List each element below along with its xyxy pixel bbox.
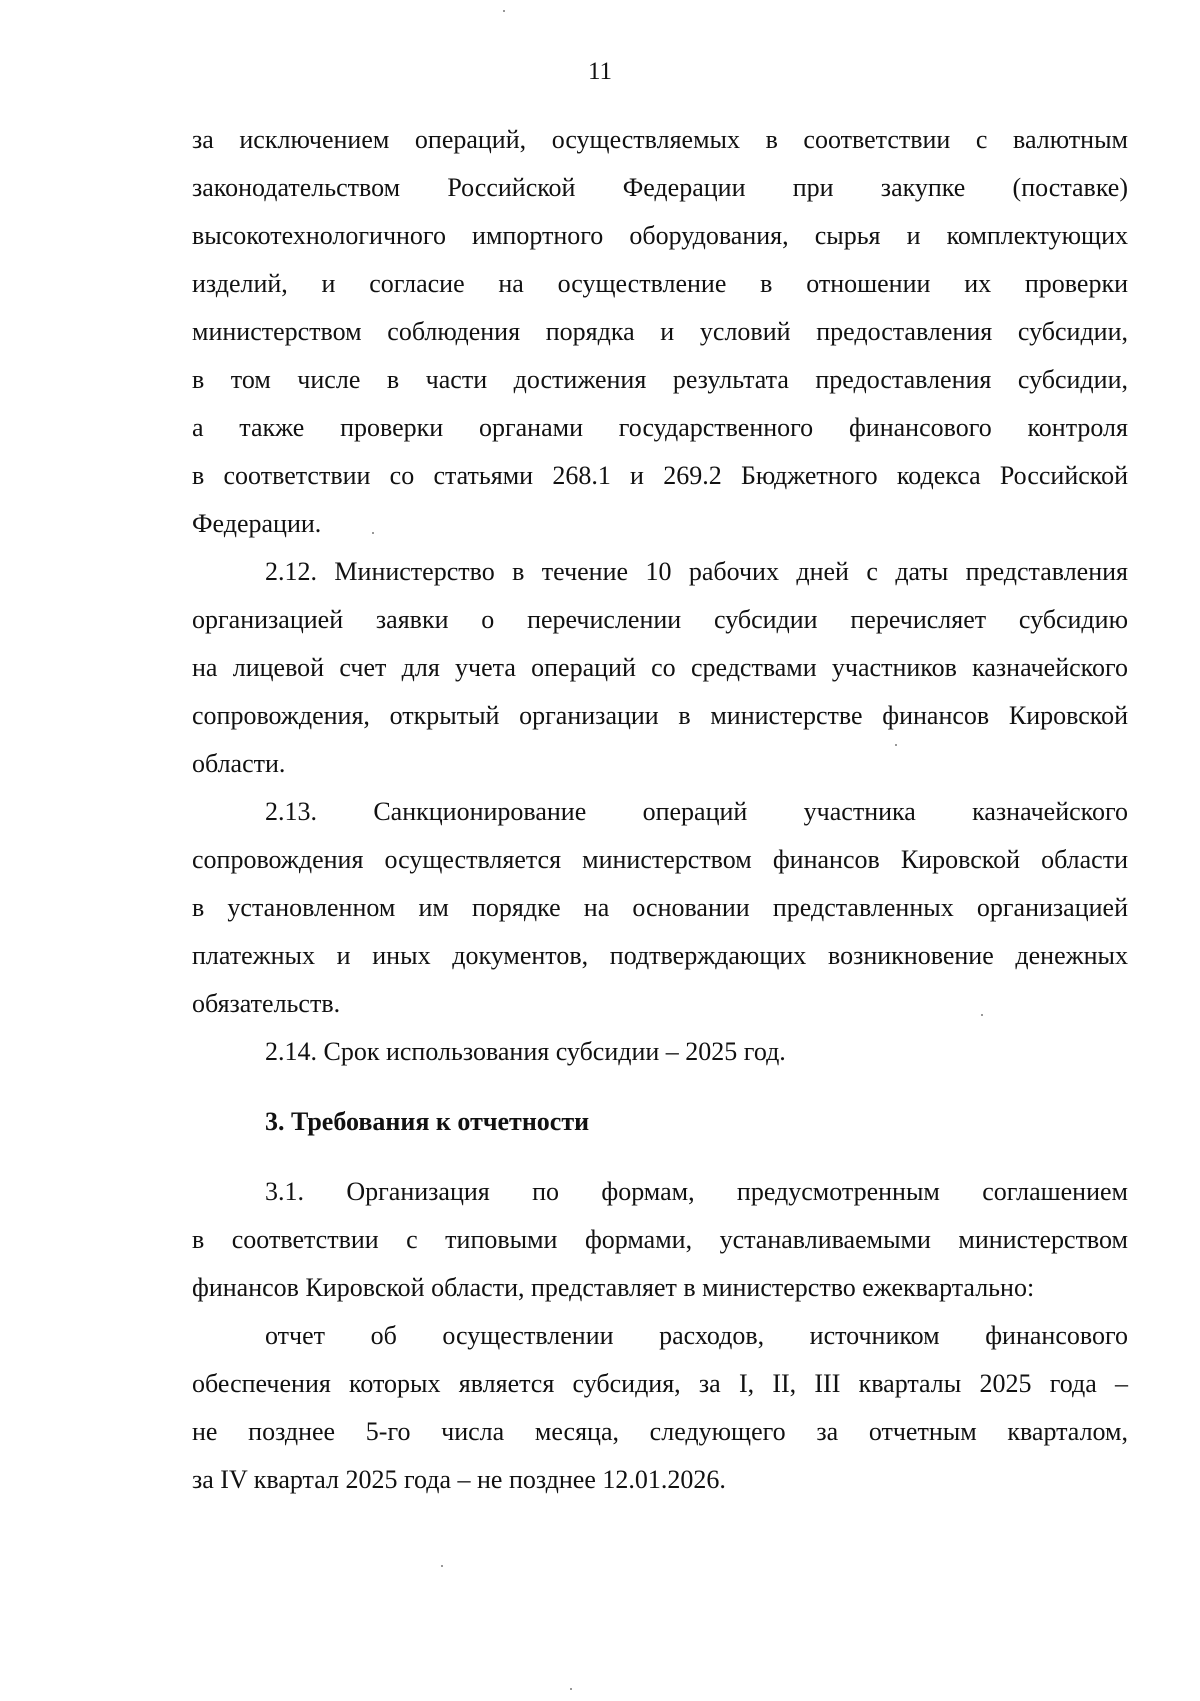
text-line: на лицевой счет для учета операций со средствами участников казначейского — [192, 653, 1128, 682]
text-line: обязательств. — [192, 989, 341, 1018]
text-line: законодательством Российской Федерации при закупке (поставке) — [192, 173, 1128, 202]
scan-speck — [503, 10, 505, 12]
text-line: в установленном им порядке на основании представленных организацией — [192, 893, 1128, 922]
text-line: не позднее 5-го числа месяца, следующего за отчетным кварталом, — [192, 1417, 1128, 1446]
text-line: в том числе в части достижения результата предоставления субсидии, — [192, 365, 1128, 394]
text-line: Федерации. — [192, 509, 322, 538]
scan-speck — [570, 1688, 572, 1690]
paragraph-2-13 — [192, 788, 1128, 1028]
text-line: сопровождения осуществляется министерством финансов Кировской области — [192, 845, 1128, 874]
scan-speck — [895, 744, 897, 746]
text-line: сопровождения, открытый организации в министерстве финансов Кировской — [192, 701, 1128, 730]
page-number: 11 — [587, 58, 613, 85]
text-line: высокотехнологичного импортного оборудования, сырья и комплектующих — [192, 221, 1128, 250]
paragraph-report — [192, 1312, 1128, 1504]
paragraph-2-12 — [192, 548, 1128, 788]
scan-speck — [441, 1565, 443, 1567]
text-line: министерством соблюдения порядка и условий предоставления субсидии, — [192, 317, 1128, 346]
text-line: области. — [192, 749, 286, 778]
scan-speck — [981, 1014, 983, 1016]
text-line: изделий, и согласие на осуществление в отношении их проверки — [192, 269, 1128, 298]
text-line: за IV квартал 2025 года – не позднее 12.01.2026. — [192, 1465, 726, 1494]
text-line: 3.1. Организация по формам, предусмотренным соглашением — [265, 1177, 1128, 1206]
text-line: платежных и иных документов, подтверждающих возникновение денежных — [192, 941, 1128, 970]
text-line: а также проверки органами государственного финансового контроля — [192, 413, 1128, 442]
text-line: 2.12. Министерство в течение 10 рабочих дней с даты представления — [265, 557, 1128, 586]
text-line: организацией заявки о перечислении субсидии перечисляет субсидию — [192, 605, 1128, 634]
section-heading: 3. Требования к отчетности — [265, 1107, 590, 1136]
text-line: в соответствии со статьями 268.1 и 269.2 Бюджетного кодекса Российской — [192, 461, 1128, 490]
text-line: в соответствии с типовыми формами, устанавливаемыми министерством — [192, 1225, 1128, 1254]
text-line: 2.14. Срок использования субсидии – 2025 год. — [265, 1037, 786, 1066]
text-line: за исключением операций, осуществляемых в соответствии с валютным — [192, 125, 1128, 154]
text-line: обеспечения которых является субсидия, за I, II, III кварталы 2025 года – — [192, 1369, 1128, 1398]
paragraph-intro — [192, 116, 1128, 548]
text-line: отчет об осуществлении расходов, источником финансового — [265, 1321, 1128, 1350]
scan-speck — [372, 532, 374, 534]
document-body — [192, 116, 1128, 1504]
paragraph-2-14 — [192, 1028, 1128, 1076]
text-line: финансов Кировской области, представляет в министерство ежеквартально: — [192, 1273, 1035, 1302]
text-line: 2.13. Санкционирование операций участника казначейского — [265, 797, 1128, 826]
paragraph-3-1 — [192, 1168, 1128, 1312]
